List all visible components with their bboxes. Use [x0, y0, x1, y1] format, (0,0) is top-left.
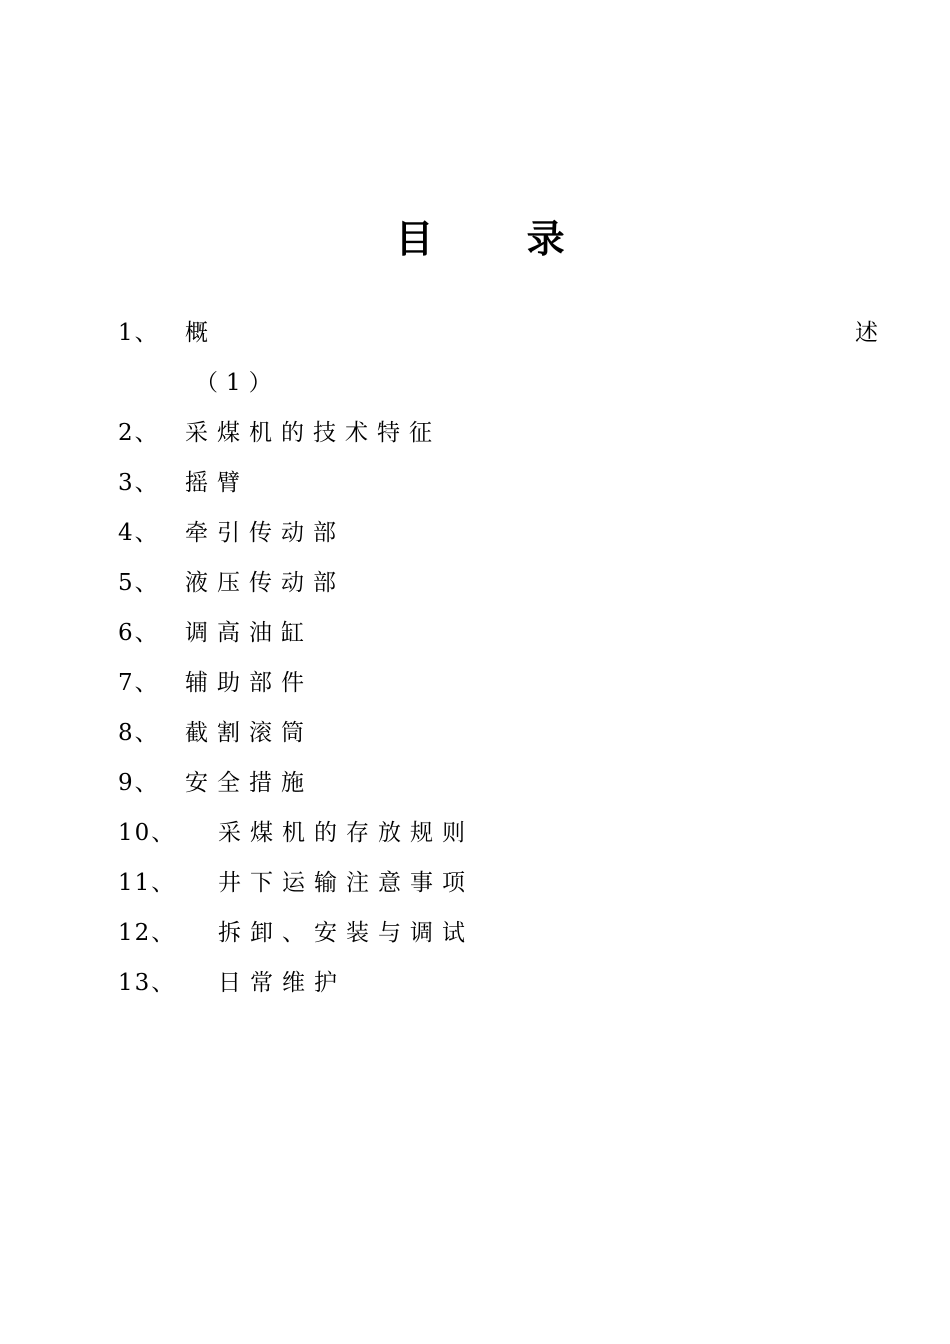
toc-label: 井下运输注意事项 [218, 870, 474, 896]
toc-number: 12、 [118, 920, 177, 946]
toc-label: 采煤机的技术特征 [185, 420, 441, 446]
toc-label-end: 述 [855, 320, 878, 346]
toc-number: 4、 [118, 520, 160, 546]
toc-item-10[interactable] [118, 818, 474, 848]
toc-item-13[interactable] [118, 968, 346, 998]
toc-page-number: （1） [195, 370, 280, 396]
toc-item-6[interactable] [118, 618, 313, 648]
toc-number: 8、 [118, 720, 160, 746]
toc-label: 摇臂 [185, 470, 249, 496]
toc-item-1[interactable] [118, 318, 160, 348]
toc-item-3[interactable] [118, 468, 249, 498]
toc-label: 辅助部件 [185, 670, 313, 696]
toc-item-7[interactable] [118, 668, 313, 698]
toc-item-8[interactable] [118, 718, 313, 748]
toc-number: 2、 [118, 420, 160, 446]
page-title: 目 录 [395, 217, 605, 261]
toc-number: 11、 [118, 870, 177, 896]
toc-number: 5、 [118, 570, 160, 596]
toc-number: 7、 [118, 670, 160, 696]
toc-number: 6、 [118, 620, 160, 646]
toc-number: 10、 [118, 820, 177, 846]
toc-item-4[interactable] [118, 518, 345, 548]
toc-label: 拆卸、安装与调试 [218, 920, 474, 946]
toc-item-9[interactable] [118, 768, 313, 798]
toc-label: 安全措施 [185, 770, 313, 796]
toc-item-11[interactable] [118, 868, 474, 898]
toc-number: 13、 [118, 970, 177, 996]
toc-label: 牵引传动部 [185, 520, 345, 546]
toc-item-5[interactable] [118, 568, 345, 598]
toc-number: 1、 [118, 320, 160, 346]
toc-number: 3、 [118, 470, 160, 496]
toc-item-12[interactable] [118, 918, 474, 948]
toc-label: 采煤机的存放规则 [218, 820, 474, 846]
toc-item-2[interactable] [118, 418, 441, 448]
toc-label-start: 概 [185, 320, 208, 346]
toc-label: 液压传动部 [185, 570, 345, 596]
toc-label: 截割滚筒 [185, 720, 313, 746]
toc-label: 日常维护 [218, 970, 346, 996]
toc-label: 调高油缸 [185, 620, 313, 646]
toc-number: 9、 [118, 770, 160, 796]
